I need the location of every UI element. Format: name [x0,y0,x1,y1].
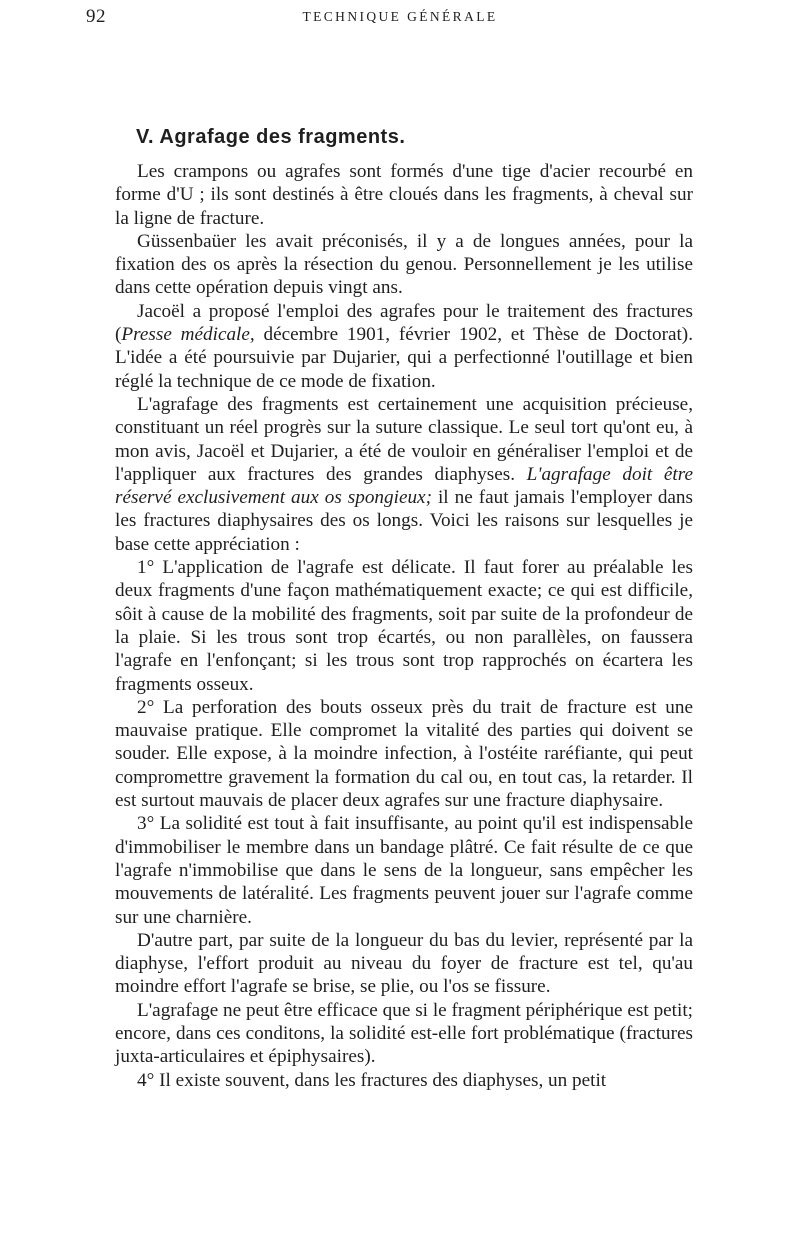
paragraph-4-emphasis: L'agrafage doit être réservé exclusivement aux os spongieux; [115,463,693,509]
paragraph-4-text-before: L'agrafage des fragments est certainement une acquisition précieuse, constituant un réel progrès sur la suture classique. Le seul tort qu'ont eu, à mon avis, Jacoël et Dujarier, a été de vouloir en généraliser l'emploi et de l'appliquer aux fractures des grandes diaphyses. [115,393,693,485]
paragraph-3-text-after: décembre 1901, février 1902, et Thèse de Doctorat). L'idée a été poursuivie par Dujarier, qui a perfectionné l'outillage et bien réglé la technique de ce mode de fixation. [115,324,693,392]
paragraph-3-text-before: Jacoël a proposé l'emploi des agrafes pour le traitement des fractures ( [115,300,693,346]
running-header: TECHNIQUE GÉNÉRALE [302,9,498,24]
paragraph-1: Les crampons ou agrafes sont formés d'une tige d'acier recourbé en forme d'U ; ils sont destinés à être cloués dans les fragments, à cheval sur la ligne de fracture. [115,161,693,229]
section-heading: V. Agrafage des fragments. [136,126,406,148]
paragraph-4-text-after: il ne faut jamais l'employer dans les fractures diaphysaires des os longs. Voici les raisons sur lesquelles je base cette appréciation : [115,487,693,555]
paragraph-8: D'autre part, par suite de la longueur du bas du levier, représenté par la diaphyse, l'effort produit au niveau du foyer de fracture est tel, qu'au moindre effort l'agrafe se brise, se plie, ou l'os se fissure. [115,929,693,998]
paragraph-3-journal-title: Presse médicale, [121,324,255,346]
paragraph-2: Güssenbaüer les avait préconisés, il y a de longues années, pour la fixation des os après la résection du genou. Personnellement je les utilise dans cette opération depuis vingt ans. [115,230,693,299]
paragraph-6: 2° La perforation des bouts osseux près du trait de fracture est une mauvaise pratique. Elle compromet la vitalité des parties qui doivent se souder. Elle expose, à la moindre infection, à l'ostéite raréfiante, qui peut compromettre gravement la formation du cal ou, en tout cas, la retarder. Il est surtout mauvais de placer deux agrafes sur une fracture diaphysaire. [115,696,693,812]
paragraph-10: 4° Il existe souvent, dans les fractures des diaphyses, un petit [137,1069,607,1091]
body-text [115,160,693,1092]
page-number: 92 [86,6,106,27]
paragraph-9: L'agrafage ne peut être efficace que si le fragment périphérique est petit; encore, dans ces conditons, la solidité est-elle fort problématique (fractures juxta-articulaires et épiphysaires). [115,999,693,1068]
paragraph-7: 3° La solidité est tout à fait insuffisante, au point qu'il est indispensable d'immobiliser le membre dans un bandage plâtré. Ce fait résulte de ce que l'agrafe n'immobilise que dans le sens de la longueur, sans empêcher les mouvements de latéralité. Les fragments peuvent jouer sur l'agrafe comme sur une charnière. [115,813,693,928]
paragraph-3 [115,300,693,393]
paragraph-4 [115,393,693,556]
paragraph-5: 1° L'application de l'agrafe est délicate. Il faut forer au préalable les deux fragments d'une façon mathématiquement exacte; ce qui est difficile, sôit à cause de la mobilité des fragments, soit par suite de la profondeur de la plaie. Si les trous sont trop écartés, ou non parallèles, on faussera l'agrafe en l'enfonçant; si les trous sont trop rapprochés on écartera les fragments osseux. [115,557,693,695]
